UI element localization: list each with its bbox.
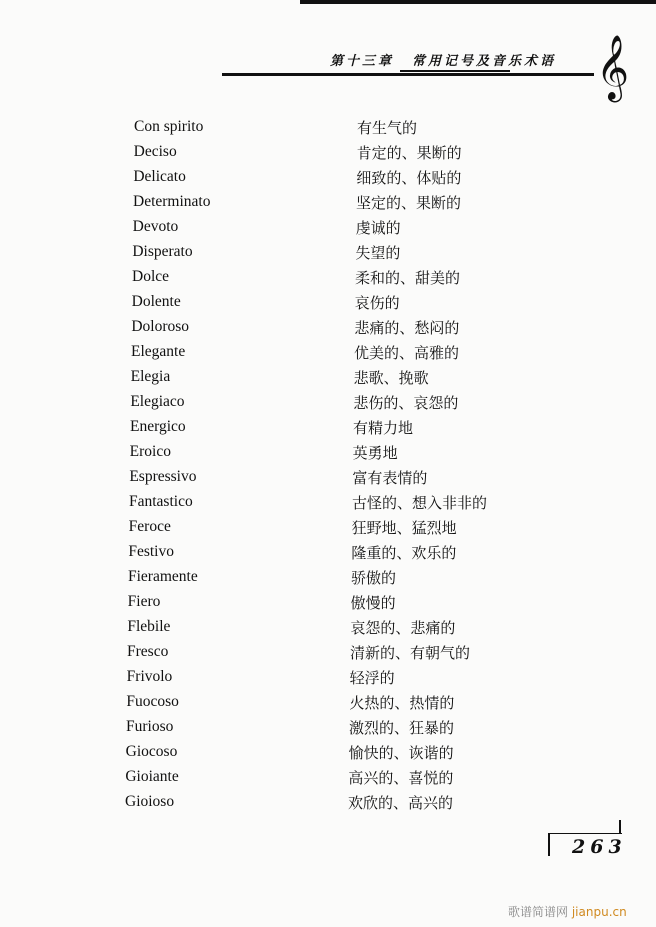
entry-meaning: 有生气的 — [357, 119, 418, 137]
entry-meaning: 悲痛的、愁闷的 — [354, 319, 460, 337]
watermark-cn: 歌谱简谱网 — [508, 905, 569, 919]
entry-term: Doloroso — [131, 318, 190, 335]
entry-meaning: 虔诚的 — [355, 219, 401, 237]
entry-term: Fuocoso — [126, 693, 179, 710]
entry-meaning: 轻浮的 — [349, 669, 395, 687]
entry-meaning: 悲歌、挽歌 — [353, 369, 429, 387]
entry-term: Disperato — [132, 243, 193, 260]
watermark — [508, 903, 627, 920]
entry-meaning: 高兴的、喜悦的 — [348, 769, 454, 787]
entry-term: Fantastico — [129, 493, 193, 510]
entry-meaning: 欢欣的、高兴的 — [348, 794, 454, 812]
entry-term: Fieramente — [128, 568, 198, 585]
entry-term: Fiero — [127, 593, 161, 610]
entry-meaning: 傲慢的 — [350, 594, 396, 612]
entry-meaning: 狂野地、猛烈地 — [351, 519, 457, 537]
entry-term: Frivolo — [126, 668, 173, 685]
entry-term: Gioiante — [125, 768, 179, 785]
entry-meaning: 柔和的、甜美的 — [355, 269, 461, 287]
entry-meaning: 清新的、有朝气的 — [350, 644, 471, 662]
entry-meaning: 细致的、体贴的 — [356, 169, 462, 187]
entry-term: Flebile — [127, 618, 171, 635]
entry-meaning: 英勇地 — [352, 444, 398, 462]
entry-term: Dolce — [132, 268, 170, 285]
entry-term: Energico — [130, 418, 186, 435]
entry-term: Dolente — [131, 293, 181, 310]
entry-term: Con spirito — [134, 118, 204, 135]
entry-term: Deciso — [133, 143, 177, 160]
entry-meaning: 坚定的、果断的 — [356, 194, 462, 212]
entry-meaning: 哀伤的 — [354, 294, 400, 312]
top-border-line — [300, 0, 656, 4]
entry-meaning: 失望的 — [355, 244, 401, 262]
entry-meaning: 哀怨的、悲痛的 — [350, 619, 456, 637]
entry-term: Espressivo — [129, 468, 197, 485]
entry-meaning: 古怪的、想入非非的 — [352, 494, 488, 512]
chapter-title: 常用记号及音乐术语 — [412, 54, 557, 69]
entry-meaning: 隆重的、欢乐的 — [351, 544, 457, 562]
watermark-en: jianpu.cn — [571, 905, 627, 919]
entry-term: Festivo — [128, 543, 174, 560]
entry-term: Eroico — [129, 443, 171, 460]
entry-meaning: 优美的、高雅的 — [354, 344, 460, 362]
entry-meaning: 富有表情的 — [352, 469, 428, 487]
entry-meaning: 骄傲的 — [351, 569, 397, 587]
entry-term: Delicato — [133, 168, 186, 185]
entry-term: Furioso — [126, 718, 174, 735]
entry-term: Gioioso — [125, 793, 175, 810]
entry-meaning: 火热的、热情的 — [349, 694, 455, 712]
entry-term: Devoto — [132, 218, 179, 235]
treble-clef-icon: 𝄞 — [596, 35, 630, 100]
entry-term: Elegia — [130, 368, 171, 385]
entry-term: Giocoso — [125, 743, 178, 760]
entry-meaning: 愉快的、诙谐的 — [348, 744, 454, 762]
entry-meaning: 激烈的、狂暴的 — [349, 719, 455, 737]
entry-meaning: 有精力地 — [353, 419, 414, 437]
entry-meaning: 悲伤的、哀怨的 — [353, 394, 459, 412]
entry-term: Determinato — [133, 193, 211, 210]
entry-term: Feroce — [128, 518, 171, 535]
entry-meaning: 肯定的、果断的 — [356, 144, 462, 162]
header-rule-accent — [400, 70, 510, 72]
running-header — [330, 50, 556, 69]
page-frame-tick — [619, 820, 621, 834]
entry-term: Elegiaco — [130, 393, 185, 410]
chapter-label: 第十三章 — [330, 54, 395, 69]
entry-term: Fresco — [127, 643, 169, 660]
page-number: 263 — [572, 836, 627, 858]
header-rule — [222, 73, 594, 76]
entry-term: Elegante — [131, 343, 186, 360]
